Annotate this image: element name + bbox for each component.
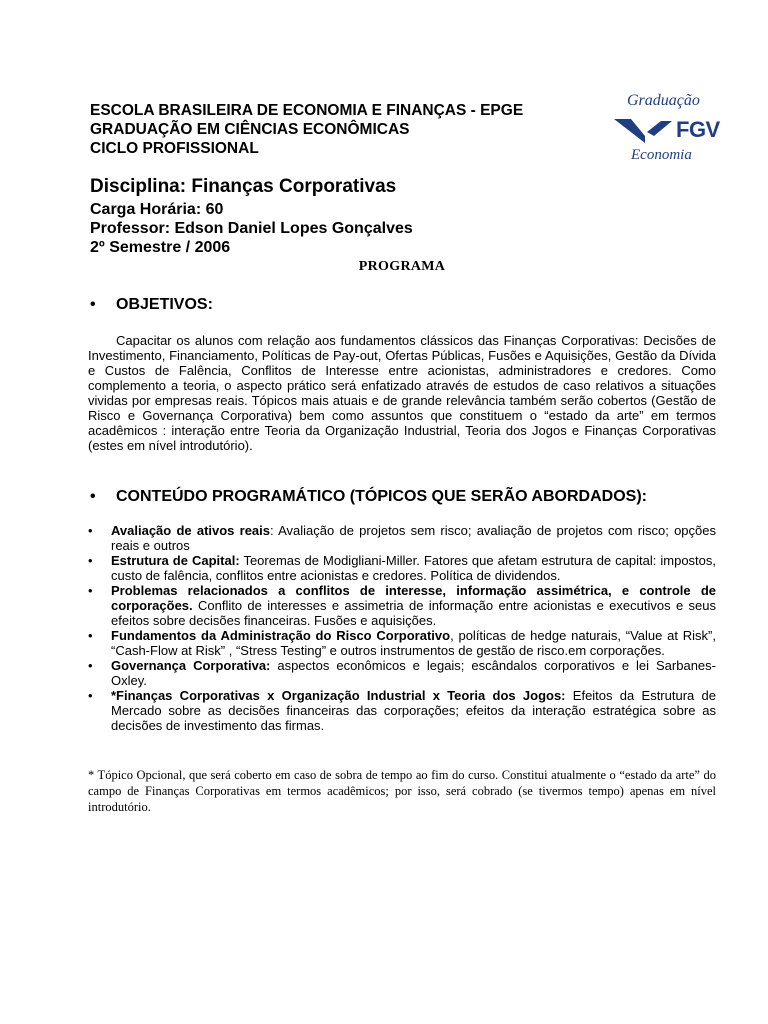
topic-title: *Finanças Corporativas x Organização Industrial x Teoria dos Jogos:: [111, 688, 566, 703]
bullet: •: [88, 658, 93, 673]
institution-header: [90, 101, 523, 158]
topic-title: Avaliação de ativos reais: [111, 523, 270, 538]
topic-title: Fundamentos da Administração do Risco Corporativo: [111, 628, 451, 643]
list-item: [88, 628, 716, 658]
professor: Professor: Edson Daniel Lopes Gonçalves: [90, 220, 413, 237]
logo-brand: FGV: [676, 117, 720, 142]
logo-top-text: Graduação: [627, 92, 700, 109]
objetivos-label: OBJETIVOS:: [116, 296, 213, 313]
header-school: ESCOLA BRASILEIRA DE ECONOMIA E FINANÇAS - EPGE: [90, 102, 524, 119]
list-item: [88, 523, 716, 553]
topic-title: Problemas relacionados a conflitos de interesse, informação assimétrica, e controle de corporações.: [111, 583, 716, 613]
header-program: GRADUAÇÃO EM CIÊNCIAS ECONÔMICAS: [90, 121, 410, 138]
bullet: •: [88, 688, 93, 703]
workload: Carga Horária: 60: [90, 201, 224, 218]
bullet: •: [90, 296, 96, 313]
header-cycle: CICLO PROFISSIONAL: [90, 140, 259, 157]
topic-text: , políticas de hedge naturais, “Value at Risk”, “Cash-Flow at Risk” , “Stress Testing” e outros instrumentos de gestão de risco.em corporações.: [111, 628, 716, 658]
topics-list: [88, 523, 716, 733]
fgv-logo: [612, 92, 720, 170]
course-meta: [90, 200, 413, 257]
fgv-chevron-icon: [614, 119, 676, 143]
topic-title: Governança Corporativa:: [111, 658, 271, 673]
topic-text: Efeitos da Estrutura de Mercado sobre as decisões financeiras das corporações; efeitos da interação estratégica sobre as decisões de investimento das firmas.: [111, 688, 716, 733]
objetivos-paragraph: Capacitar os alunos com relação aos fundamentos clássicos das Finanças Corporativas: Decisões de Investimento, Financiamento, Políticas de Pay-out, Ofertas Públicas, Fusões e Aquisições, Gestão da Dívida e Custos de Falência, Conflitos de Interesse entre acionistas, administradores e credores. Como complemento a teoria, o aspecto prático será enfatizado através de estudos de caso relativos a situações vividas por empresas reais. Tópicos mais atuais e de grande relevância também serão cobertos (Gestão de Risco e Governança Corporativa) bem como assuntos que constituem o “estado da arte” em termos acadêmicos : interação entre Teoria da Organização Industrial, Teoria dos Jogos e Finanças Corporativas (estes em nível introdutório).: [88, 333, 716, 453]
list-item: [88, 658, 716, 688]
topic-text: aspectos econômicos e legais; escândalos corporativos e lei Sarbanes-Oxley.: [111, 658, 716, 688]
list-item: [88, 553, 716, 583]
bullet: •: [88, 523, 93, 538]
bullet: •: [88, 583, 93, 598]
topic-title: Estrutura de Capital:: [111, 553, 240, 568]
logo-bottom-text: Economia: [631, 147, 692, 163]
bullet: •: [88, 553, 93, 568]
list-item: [88, 688, 716, 733]
topic-text: : Avaliação de projetos sem risco; avaliação de projetos com risco; opções reais e outros: [111, 523, 716, 553]
topic-text: Teoremas de Modigliani-Miller. Fatores que afetam estrutura de capital: impostos, custo de falência, conflitos entre acionistas e credores. Política de dividendos.: [111, 553, 716, 583]
list-item: [88, 583, 716, 628]
bullet: •: [88, 628, 93, 643]
conteudo-label: CONTEÚDO PROGRAMÁTICO (TÓPICOS QUE SERÃO ABORDADOS):: [116, 488, 647, 505]
topic-text: Conflito de interesses e assimetria de informação entre acionistas e executivos e seus efeitos sobre decisões financeiras. Fusões e aquisições.: [111, 598, 716, 628]
discipline-title: Disciplina: Finanças Corporativas: [90, 176, 397, 197]
footnote: * Tópico Opcional, que será coberto em caso de sobra de tempo ao fim do curso. Constitui atualmente o “estado da arte” do campo de Finanças Corporativas em termos acadêmicos; por isso, será cobrado (se tivermos tempo) apenas em nível introdutório.: [88, 768, 716, 814]
programa-title: PROGRAMA: [358, 259, 446, 274]
semester: 2º Semestre / 2006: [90, 239, 231, 256]
bullet: •: [90, 488, 96, 505]
